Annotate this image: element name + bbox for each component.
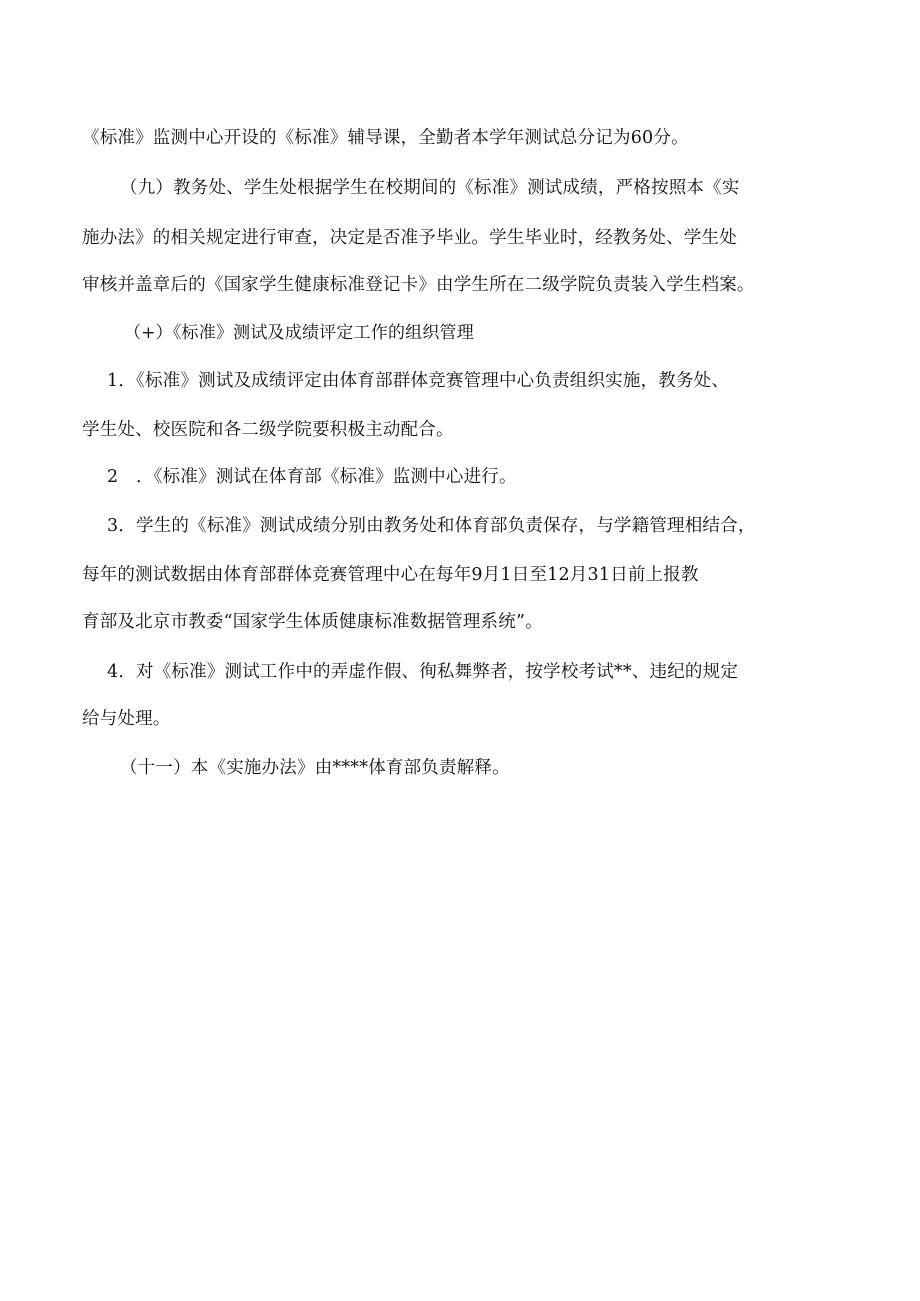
text-line-7: 学生处、校医院和各二级学院要积极主动配合。 [82, 420, 454, 440]
text-line-8: 2 ．《标准》测试在体育部《标准》监测中心进行。 [107, 467, 517, 487]
text-line-11: 育部及北京市教委“国家学生体质健康标准数据管理系统”。 [82, 612, 543, 632]
text-line-1: 《标准》监测中心开设的《标准》辅导课，全勤者本学年测试总分记为60分。 [82, 128, 689, 148]
text-line-3: 施办法》的相关规定进行审查，决定是否准予毕业。学生毕业时，经教务处、学生处 [82, 228, 737, 248]
text-line-9: 3．学生的《标准》测试成绩分别由教务处和体育部负责保存，与学籍管理相结合， [107, 516, 756, 536]
text-line-10: 每年的测试数据由体育部群体竞赛管理中心在每年9月1日至12月31日前上报教 [82, 565, 699, 585]
text-line-2: （九）教务处、学生处根据学生在校期间的《标准》测试成绩，严格按照本《实 [120, 178, 740, 198]
text-line-13: 给与处理。 [82, 709, 171, 729]
text-line-14: （十一）本《实施办法》由****体育部负责解释。 [120, 758, 510, 778]
text-line-6: 1．《标准》测试及成绩评定由体育部群体竞赛管理中心负责组织实施，教务处、 [107, 371, 730, 391]
text-line-4: 审核并盖章后的《国家学生健康标准登记卡》由学生所在二级学院负责装入学生档案。 [82, 275, 755, 295]
text-line-12: 4．对《标准》测试工作中的弄虚作假、徇私舞弊者，按学校考试**、违纪的规定 [107, 662, 739, 682]
section-heading: （+）《标准》测试及成绩评定工作的组织管理 [124, 323, 474, 343]
